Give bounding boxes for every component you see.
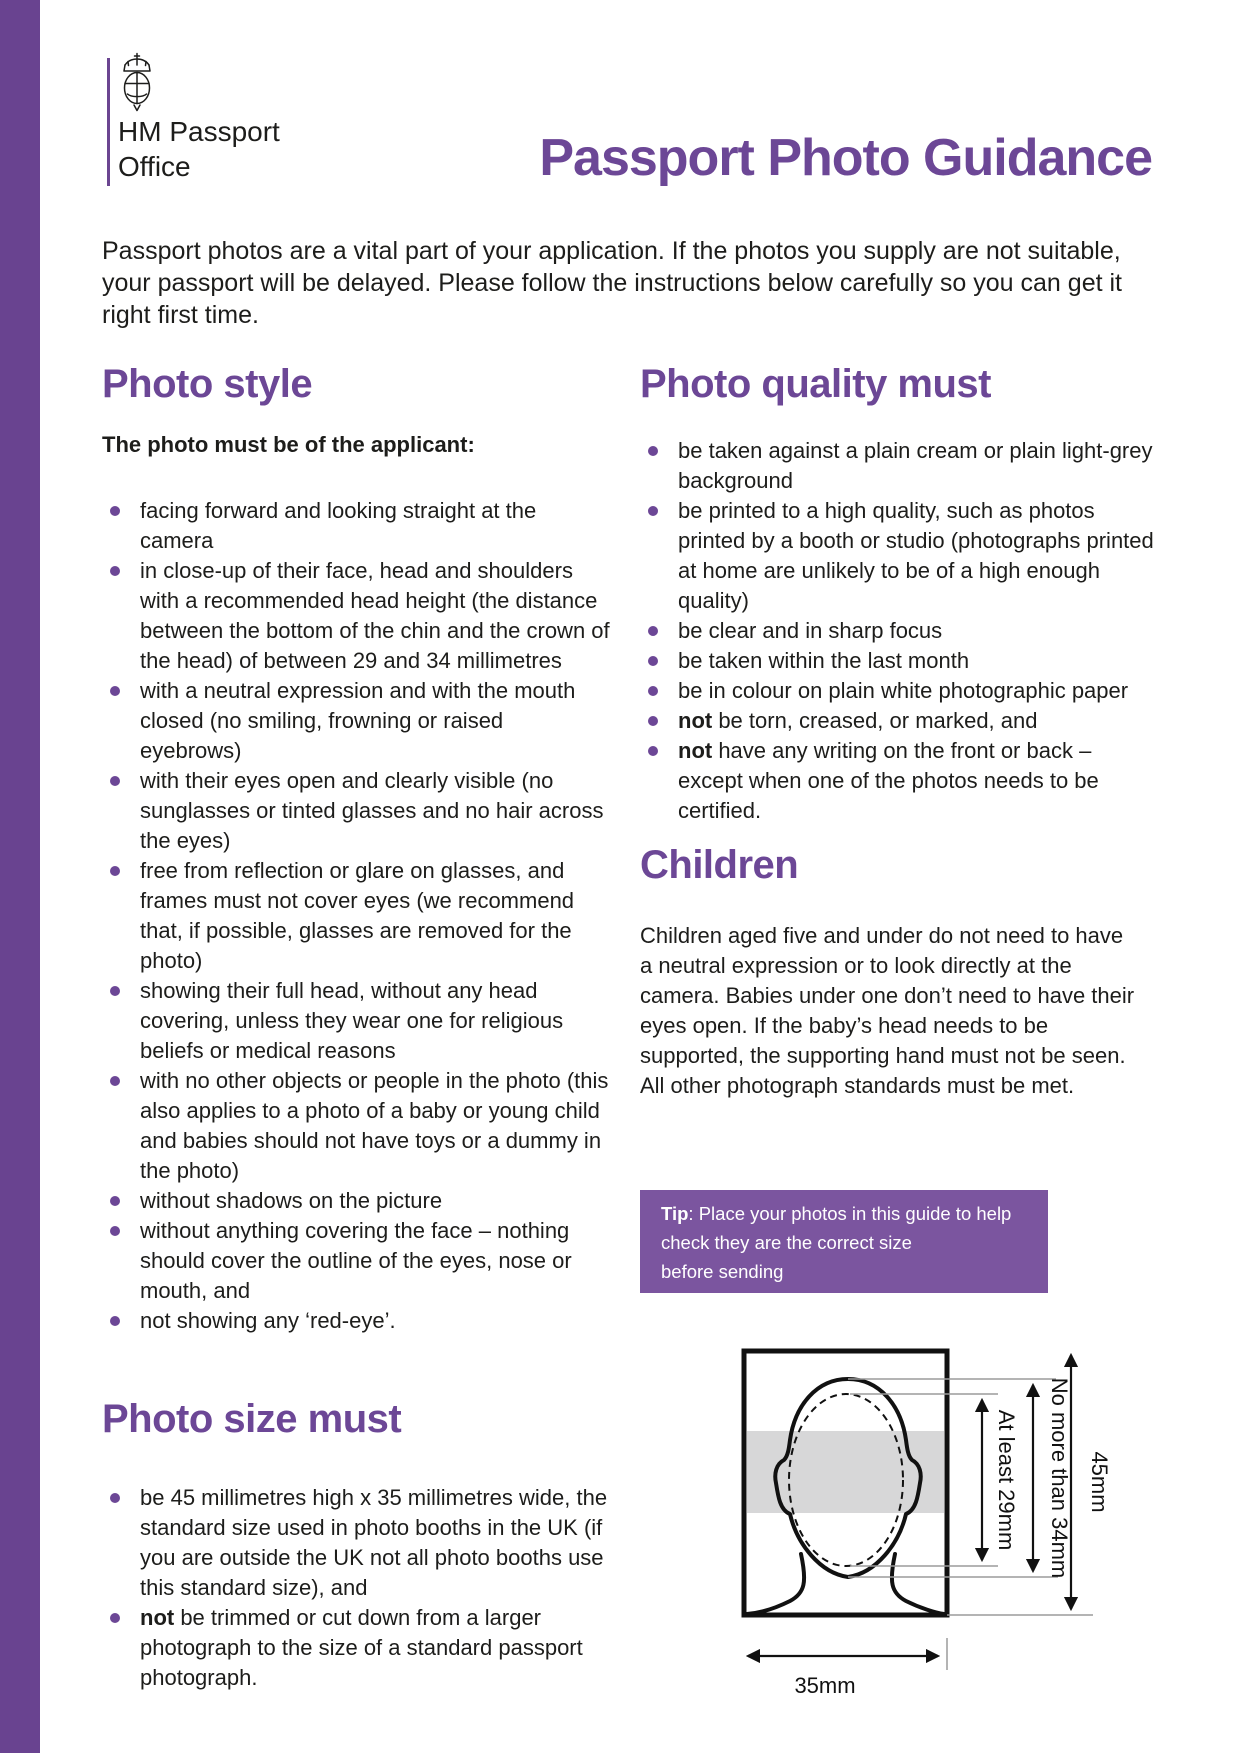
bullet-item: be clear and in sharp focus <box>640 616 1160 646</box>
intro-paragraph: Passport photos are a vital part of your application. If the photos you supply are not suitable, your passport will be delayed. Please follow the instructions below carefully so you can get it right first time. <box>102 237 1122 329</box>
bullet-item: not have any writing on the front or back – except when one of the photos needs to be certified. <box>640 736 1160 826</box>
photo-size-list <box>102 1483 610 1693</box>
photo-style-list <box>102 496 610 1336</box>
children-paragraph: Children aged five and under do not need to have a neutral expression or to look directly at the camera. Babies under one don’t need to have their eyes open. If the baby’s head needs to be supported, the supporting hand must not be seen. All other photograph standards must be met. <box>640 923 1135 1098</box>
page-title: Passport Photo Guidance <box>539 129 1152 187</box>
tip-box <box>640 1190 1048 1293</box>
bullet-item: be taken against a plain cream or plain light-grey background <box>640 436 1160 496</box>
page-edge-strip <box>0 0 40 1753</box>
photo-style-heading: Photo style <box>102 362 313 406</box>
photo-size-heading: Photo size must <box>102 1397 402 1441</box>
label-photo-height: 45mm <box>1087 1451 1112 1513</box>
bullet-item: be in colour on plain white photographic paper <box>640 676 1160 706</box>
bullet-item: be taken within the last month <box>640 646 1160 676</box>
logo-org-line1: HM Passport <box>118 116 280 147</box>
logo-org-line2: Office <box>118 151 191 182</box>
bullet-item: facing forward and looking straight at the camera <box>102 496 610 556</box>
bullet-item: in close-up of their face, head and shoulders with a recommended head height (the distance between the bottom of the chin and the crown of the head) of between 29 and 34 millimetres <box>102 556 610 676</box>
hm-passport-office-logo <box>104 52 404 192</box>
label-head-min: At least 29mm <box>994 1409 1019 1551</box>
tip-text: Tip: Place your photos in this guide to help check they are the correct size before sending <box>661 1203 1012 1282</box>
logo-divider-bar <box>107 58 110 186</box>
logo-org-name <box>118 114 280 184</box>
bullet-item: not showing any ‘red-eye’. <box>102 1306 610 1336</box>
bullet-item: be 45 millimetres high x 35 millimetres wide, the standard size used in photo booths in the UK (if you are outside the UK not all photo booths use this standard size), and <box>102 1483 610 1603</box>
bullet-item: with their eyes open and clearly visible (no sunglasses or tinted glasses and no hair across the eyes) <box>102 766 610 856</box>
royal-crest-icon <box>118 52 156 112</box>
photo-quality-list <box>640 436 1160 826</box>
bullet-item: with no other objects or people in the photo (this also applies to a photo of a baby or young child and babies should not have toys or a dummy in the photo) <box>102 1066 610 1186</box>
photo-style-subheading: The photo must be of the applicant: <box>102 432 475 457</box>
bullet-item: without shadows on the picture <box>102 1186 610 1216</box>
children-heading: Children <box>640 843 799 887</box>
bullet-item: showing their full head, without any head covering, unless they wear one for religious beliefs or medical reasons <box>102 976 610 1066</box>
bullet-item: without anything covering the face – nothing should cover the outline of the eyes, nose or mouth, and <box>102 1216 610 1306</box>
label-head-max: No more than 34mm <box>1047 1377 1072 1579</box>
shoulders-outline <box>747 1554 944 1614</box>
bullet-item: free from reflection or glare on glasses, and frames must not cover eyes (we recommend that, if possible, glasses are removed for the photo) <box>102 856 610 976</box>
bullet-item: not be trimmed or cut down from a larger photograph to the size of a standard passport photograph. <box>102 1603 610 1693</box>
bullet-item: with a neutral expression and with the mouth closed (no smiling, frowning or raised eyebrows) <box>102 676 610 766</box>
bullet-item: not be torn, creased, or marked, and <box>640 706 1160 736</box>
photo-size-diagram <box>700 1330 1240 1753</box>
bullet-item: be printed to a high quality, such as photos printed by a booth or studio (photographs printed at home are unlikely to be of a high enough quality) <box>640 496 1160 616</box>
photo-quality-heading: Photo quality must <box>640 362 991 406</box>
label-photo-width: 35mm <box>794 1673 856 1698</box>
